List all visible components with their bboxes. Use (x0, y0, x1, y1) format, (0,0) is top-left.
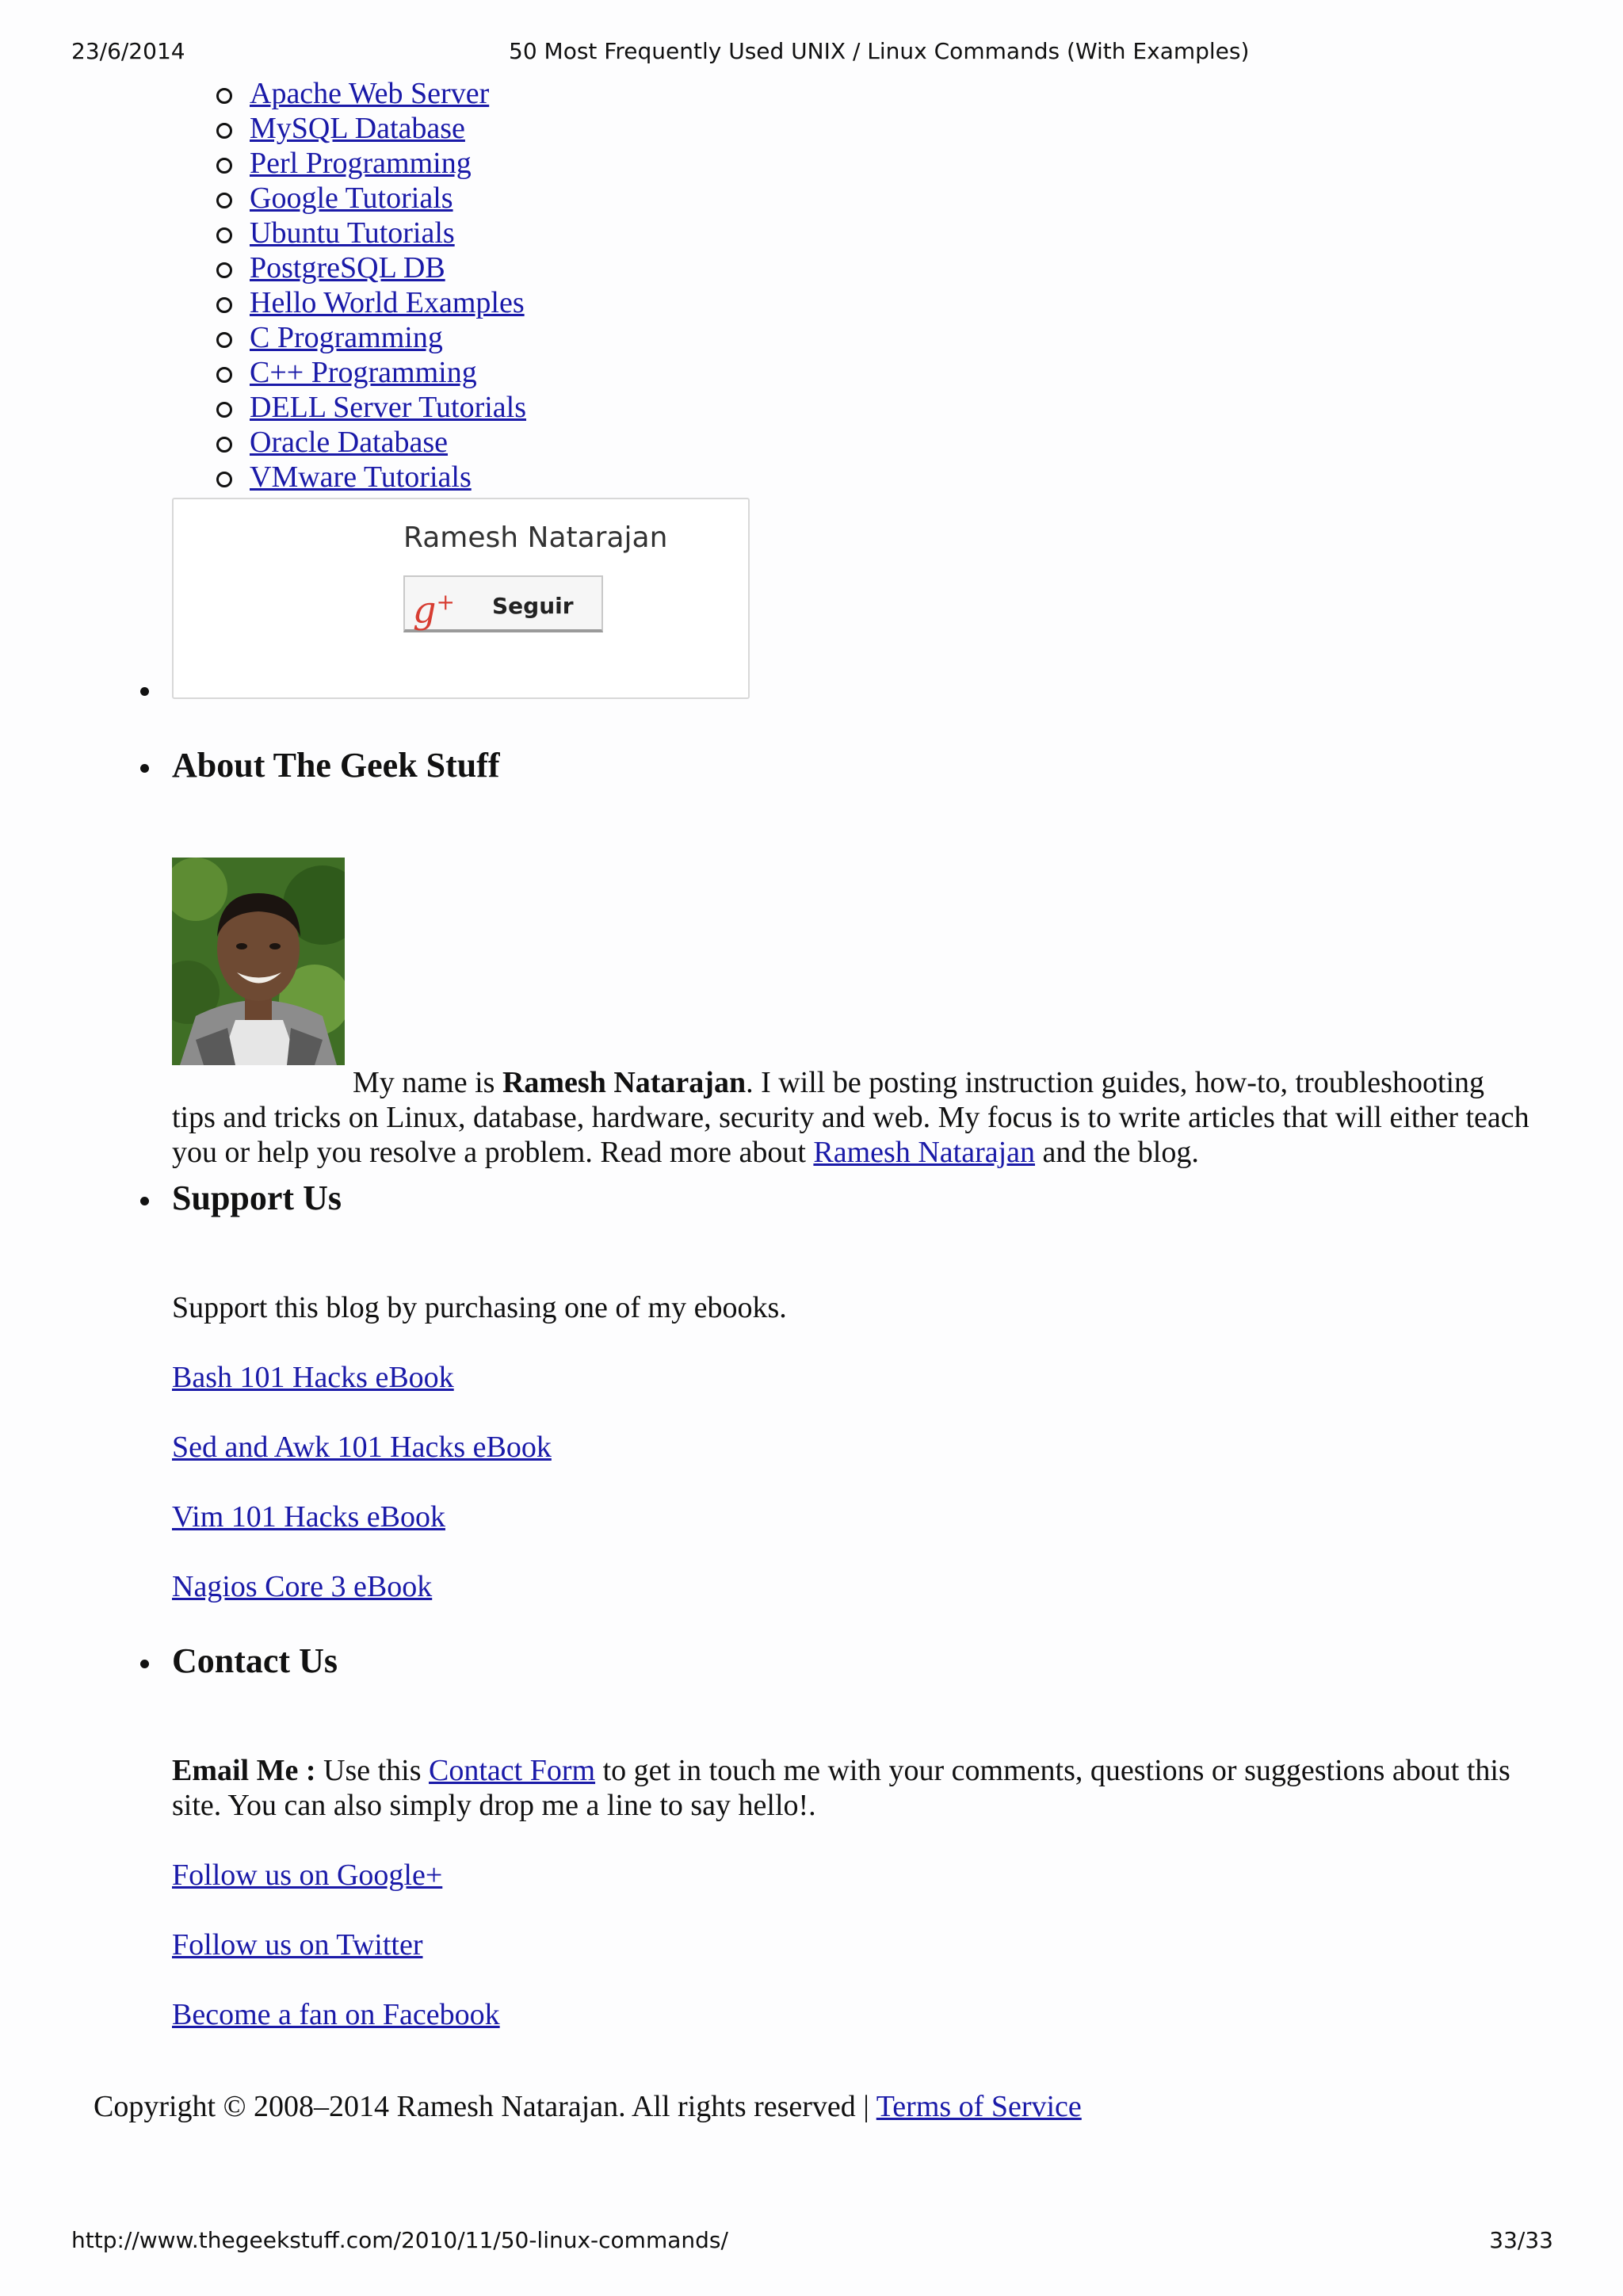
category-link[interactable]: Oracle Database (250, 426, 449, 459)
widget-profile-name[interactable]: Ramesh Natarajan (403, 521, 668, 554)
author-photo (172, 858, 345, 1065)
contact-text-after: to get in touch me with your comments, questions or suggestions about this site. You can also simply drop me a line to say hello!. (172, 1754, 1510, 1822)
copyright-text: Copyright © 2008–2014 Ramesh Natarajan. All rights reserved | (94, 2090, 876, 2123)
contact-heading: Contact Us (172, 1641, 338, 1680)
contact-form-link[interactable]: Contact Form (429, 1754, 596, 1787)
copyright-footer (94, 2089, 1082, 2124)
terms-link[interactable]: Terms of Service (876, 2090, 1082, 2123)
support-heading: Support Us (172, 1179, 342, 1217)
ebook-link[interactable]: Bash 101 Hacks eBook (172, 1361, 454, 1394)
circle-bullet-icon (216, 123, 232, 139)
social-link-item (172, 1858, 442, 1893)
category-list (250, 76, 526, 495)
print-date: 23/6/2014 (71, 38, 185, 64)
circle-bullet-icon (216, 402, 232, 418)
circle-bullet-icon (216, 262, 232, 278)
list-item (250, 181, 526, 216)
list-item (250, 76, 526, 111)
bullet-dot-icon (140, 1660, 149, 1668)
category-link[interactable]: Apache Web Server (250, 77, 490, 110)
circle-bullet-icon (216, 297, 232, 313)
follow-button-label: Seguir (492, 593, 574, 619)
social-link-item (172, 1927, 423, 1962)
ebook-link[interactable]: Sed and Awk 101 Hacks eBook (172, 1431, 552, 1464)
bullet-dot-icon (140, 1197, 149, 1205)
support-link-item (172, 1430, 552, 1465)
contact-paragraph (172, 1753, 1535, 1823)
circle-bullet-icon (216, 332, 232, 348)
social-link-item (172, 1997, 500, 2032)
category-link[interactable]: Ubuntu Tutorials (250, 216, 455, 250)
category-link[interactable]: MySQL Database (250, 112, 465, 145)
ebook-link[interactable]: Nagios Core 3 eBook (172, 1570, 433, 1603)
email-label: Email Me : (172, 1754, 316, 1787)
list-item (250, 250, 526, 285)
list-item (250, 285, 526, 320)
support-intro: Support this blog by purchasing one of my ebooks. (172, 1291, 787, 1324)
about-author-link[interactable]: Ramesh Natarajan (813, 1136, 1036, 1169)
google-plus-link[interactable]: Follow us on Google+ (172, 1859, 443, 1892)
circle-bullet-icon (216, 367, 232, 383)
about-heading: About The Geek Stuff (172, 746, 500, 785)
about-author-name: Ramesh Natarajan (502, 1066, 747, 1099)
about-text-end: and the blog. (1035, 1136, 1199, 1169)
support-link-item (172, 1499, 445, 1534)
bullet-dot-icon (140, 764, 149, 773)
about-text-before: My name is (353, 1066, 502, 1099)
circle-bullet-icon (216, 437, 232, 453)
category-link[interactable]: C++ Programming (250, 356, 477, 389)
category-link[interactable]: DELL Server Tutorials (250, 391, 527, 424)
ebook-link[interactable]: Vim 101 Hacks eBook (172, 1500, 445, 1534)
contact-text-before: Use this (315, 1754, 430, 1787)
circle-bullet-icon (216, 472, 232, 487)
support-link-item (172, 1569, 432, 1604)
list-item (250, 320, 526, 355)
category-link[interactable]: Hello World Examples (250, 286, 525, 319)
list-item (250, 355, 526, 390)
category-link[interactable]: Perl Programming (250, 147, 472, 180)
print-url: http://www.thegeekstuff.com/2010/11/50-linux-commands/ (71, 2227, 728, 2253)
bullet-dot-icon (140, 687, 149, 696)
google-plus-icon: g+ (413, 588, 455, 632)
list-item (250, 460, 526, 495)
circle-bullet-icon (216, 227, 232, 243)
support-link-item (172, 1360, 454, 1395)
list-item (250, 146, 526, 181)
category-link[interactable]: PostgreSQL DB (250, 251, 445, 285)
category-link[interactable]: VMware Tutorials (250, 460, 472, 494)
about-paragraph (172, 1065, 1535, 1170)
twitter-link[interactable]: Follow us on Twitter (172, 1928, 423, 1962)
category-link[interactable]: C Programming (250, 321, 443, 354)
follow-button[interactable] (403, 575, 603, 632)
print-page-title: 50 Most Frequently Used UNIX / Linux Commands (With Examples) (509, 38, 1250, 64)
list-item (250, 216, 526, 250)
circle-bullet-icon (216, 158, 232, 174)
about-text-after: . I will be posting instruction guides, how-to, troubleshooting tips and tricks on Linux, database, hardware, security and web. My focus is to write articles that will either teach you or help you resolve a problem. Read more about (172, 1066, 1529, 1169)
circle-bullet-icon (216, 88, 232, 104)
facebook-link[interactable]: Become a fan on Facebook (172, 1998, 500, 2031)
category-link[interactable]: Google Tutorials (250, 181, 453, 215)
print-page-number: 33/33 (1489, 2227, 1553, 2253)
circle-bullet-icon (216, 193, 232, 208)
gplus-widget (172, 498, 750, 699)
list-item (250, 425, 526, 460)
list-item (250, 390, 526, 425)
list-item (250, 111, 526, 146)
